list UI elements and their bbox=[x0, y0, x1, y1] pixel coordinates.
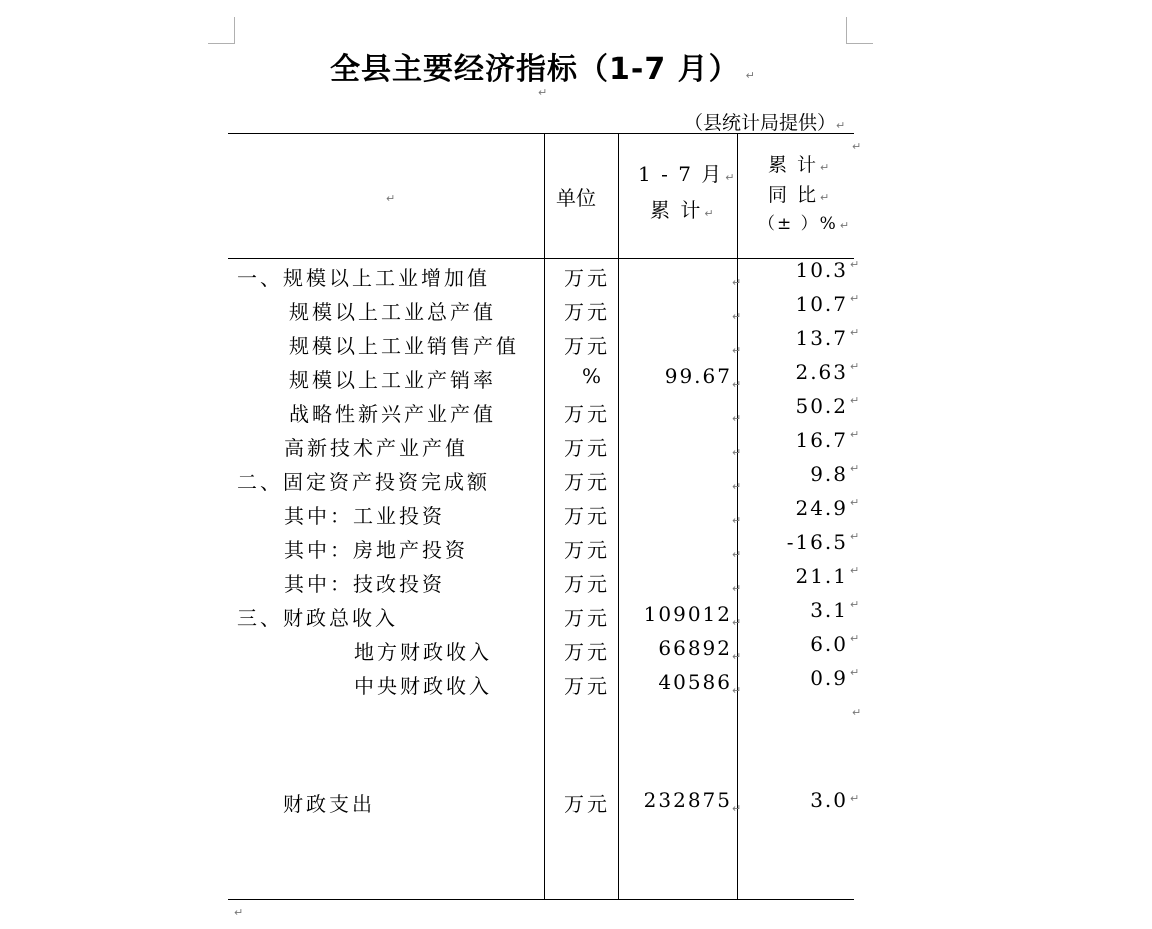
paragraph-mark-icon: ↵ bbox=[820, 191, 832, 205]
paragraph-mark-icon: ↵ bbox=[850, 462, 860, 475]
indicator-name: 中央财政收入 bbox=[354, 674, 492, 698]
paragraph-mark-icon: ↵ bbox=[386, 192, 396, 205]
indicator-unit: % bbox=[582, 364, 605, 388]
header-period: 1 - 7 月 ↵ 累 计 ↵ bbox=[638, 162, 737, 222]
indicator-name: 其中：房地产投资 bbox=[284, 538, 468, 562]
indicator-name: 规模以上工业产销率 bbox=[289, 368, 496, 392]
table-top-rule bbox=[228, 133, 854, 134]
indicator-unit: 万元 bbox=[564, 674, 610, 698]
page-corner-top-right bbox=[846, 17, 873, 44]
paragraph-mark-icon: ↵ bbox=[850, 292, 860, 305]
indicator-unit: 万元 bbox=[564, 572, 610, 596]
table-row bbox=[0, 292, 1152, 330]
table-row bbox=[0, 666, 1152, 704]
paragraph-mark-icon: ↵ bbox=[850, 666, 860, 679]
paragraph-mark-icon: ↵ bbox=[850, 326, 860, 339]
paragraph-mark-icon: ↵ bbox=[732, 310, 742, 323]
table-row bbox=[0, 394, 1152, 432]
indicator-value: 40586 bbox=[658, 670, 732, 694]
indicator-unit: 万元 bbox=[564, 436, 610, 460]
table-row bbox=[0, 530, 1152, 568]
table-row-expenditure bbox=[0, 788, 1152, 822]
paragraph-mark-icon: ↵ bbox=[704, 207, 716, 220]
indicator-yoy: 21.1 bbox=[795, 564, 848, 588]
table-row bbox=[0, 428, 1152, 466]
paragraph-mark-icon: ↵ bbox=[234, 906, 244, 919]
source-note: （县统计局提供）↵ bbox=[684, 112, 846, 134]
table-row bbox=[0, 564, 1152, 602]
indicator-value: 66892 bbox=[658, 636, 732, 660]
paragraph-mark-icon: ↵ bbox=[850, 598, 860, 611]
indicator-name: 财政支出 bbox=[283, 792, 375, 816]
paragraph-mark-icon: ↵ bbox=[850, 428, 860, 441]
indicator-name: 一、规模以上工业增加值 bbox=[237, 266, 490, 290]
paragraph-mark-icon: ↵ bbox=[732, 344, 742, 357]
paragraph-mark-icon: ↵ bbox=[839, 218, 852, 232]
paragraph-mark-icon: ↵ bbox=[538, 86, 548, 99]
indicator-yoy: 13.7 bbox=[795, 326, 848, 350]
indicator-yoy: -16.5 bbox=[786, 530, 848, 554]
paragraph-mark-icon: ↵ bbox=[732, 650, 742, 663]
indicator-unit: 万元 bbox=[564, 504, 610, 528]
indicator-yoy: 3.0 bbox=[810, 788, 848, 812]
indicator-unit: 万元 bbox=[564, 640, 610, 664]
indicator-name: 规模以上工业销售产值 bbox=[289, 334, 519, 358]
indicator-unit: 万元 bbox=[564, 334, 610, 358]
indicator-unit: 万元 bbox=[564, 300, 610, 324]
indicator-unit: 万元 bbox=[564, 792, 610, 816]
paragraph-mark-icon: ↵ bbox=[850, 530, 860, 543]
paragraph-mark-icon: ↵ bbox=[732, 412, 742, 425]
paragraph-mark-icon: ↵ bbox=[820, 161, 832, 174]
indicator-yoy: 0.9 bbox=[810, 666, 848, 690]
indicator-name: 二、固定资产投资完成额 bbox=[237, 470, 490, 494]
paragraph-mark-icon: ↵ bbox=[745, 69, 756, 82]
indicator-yoy: 16.7 bbox=[795, 428, 848, 452]
paragraph-mark-icon: ↵ bbox=[732, 548, 742, 561]
table-row bbox=[0, 462, 1152, 500]
paragraph-mark-icon: ↵ bbox=[732, 616, 742, 629]
indicator-yoy: 2.63 bbox=[795, 360, 848, 384]
paragraph-mark-icon: ↵ bbox=[852, 140, 862, 153]
table-row bbox=[0, 632, 1152, 670]
indicator-unit: 万元 bbox=[564, 402, 610, 426]
indicator-name: 战略性新兴产业产值 bbox=[289, 402, 496, 426]
page-corner-top-left bbox=[208, 17, 235, 44]
indicator-unit: 万元 bbox=[564, 266, 610, 290]
table-row bbox=[0, 326, 1152, 364]
paragraph-mark-icon: ↵ bbox=[732, 802, 742, 815]
paragraph-mark-icon: ↵ bbox=[850, 564, 860, 577]
indicator-value: 109012 bbox=[643, 602, 732, 626]
indicator-unit: 万元 bbox=[564, 470, 610, 494]
paragraph-mark-icon: ↵ bbox=[732, 446, 742, 459]
indicator-yoy: 9.8 bbox=[810, 462, 848, 486]
paragraph-mark-icon: ↵ bbox=[732, 514, 742, 527]
indicator-value: 99.67 bbox=[664, 364, 732, 388]
indicator-name: 三、财政总收入 bbox=[237, 606, 398, 630]
paragraph-mark-icon: ↵ bbox=[850, 792, 860, 805]
document-title: 全县主要经济指标（1-7 月） ↵ bbox=[330, 52, 756, 87]
indicator-yoy: 10.3 bbox=[795, 258, 848, 282]
indicator-name: 规模以上工业总产值 bbox=[289, 300, 496, 324]
indicator-name: 其中：工业投资 bbox=[284, 504, 445, 528]
header-unit: 单位 bbox=[556, 186, 596, 210]
indicator-yoy: 6.0 bbox=[810, 632, 848, 656]
indicator-name: 高新技术产业产值 bbox=[284, 436, 468, 460]
paragraph-mark-icon: ↵ bbox=[852, 706, 862, 719]
table-row bbox=[0, 258, 1152, 296]
paragraph-mark-icon: ↵ bbox=[732, 480, 742, 493]
table-row bbox=[0, 360, 1152, 398]
indicator-yoy: 3.1 bbox=[810, 598, 848, 622]
paragraph-mark-icon: ↵ bbox=[732, 378, 742, 391]
table-row bbox=[0, 598, 1152, 636]
header-yoy: 累 计 ↵ 同 比 ↵ （± ）% ↵ bbox=[758, 154, 852, 234]
indicator-unit: 万元 bbox=[564, 538, 610, 562]
indicator-yoy: 24.9 bbox=[795, 496, 848, 520]
paragraph-mark-icon: ↵ bbox=[732, 582, 742, 595]
table-bottom-rule bbox=[228, 899, 854, 900]
paragraph-mark-icon: ↵ bbox=[850, 258, 860, 271]
paragraph-mark-icon: ↵ bbox=[850, 394, 860, 407]
paragraph-mark-icon: ↵ bbox=[725, 171, 737, 184]
table-row bbox=[0, 496, 1152, 534]
indicator-yoy: 50.2 bbox=[795, 394, 848, 418]
paragraph-mark-icon: ↵ bbox=[850, 632, 860, 645]
paragraph-mark-icon: ↵ bbox=[850, 360, 860, 373]
paragraph-mark-icon: ↵ bbox=[732, 684, 742, 697]
paragraph-mark-icon: ↵ bbox=[732, 276, 742, 289]
indicator-name: 地方财政收入 bbox=[354, 640, 492, 664]
indicator-value: 232875 bbox=[643, 788, 732, 812]
paragraph-mark-icon: ↵ bbox=[850, 496, 860, 509]
indicator-unit: 万元 bbox=[564, 606, 610, 630]
paragraph-mark-icon: ↵ bbox=[836, 119, 846, 132]
indicator-name: 其中：技改投资 bbox=[284, 572, 445, 596]
indicator-yoy: 10.7 bbox=[795, 292, 848, 316]
